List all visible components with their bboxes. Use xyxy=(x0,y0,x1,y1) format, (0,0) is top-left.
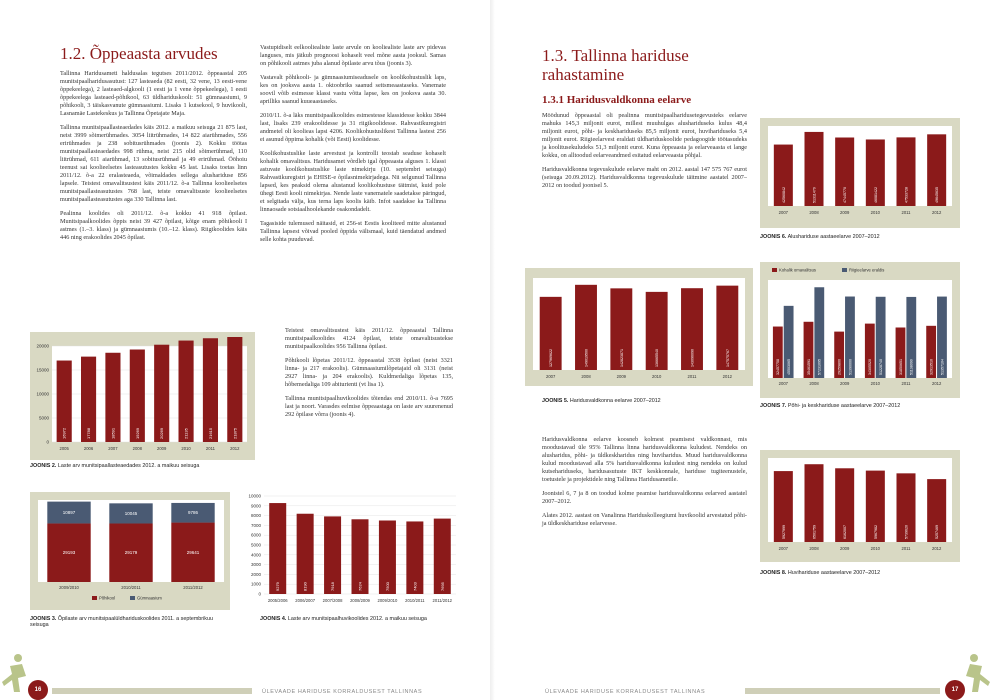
data-label: 17788 xyxy=(86,427,92,439)
y-tick-label: 9000 xyxy=(250,503,261,509)
y-tick-label: 4000 xyxy=(250,552,261,558)
left-column-2 xyxy=(260,44,446,250)
paragraph: Tallinna Haridusameti haldusalas tegutses 2011/2012. õppeaastal 205 munitsipaalharidusasutust: 127 lasteaeda (82 eesti, 32 vene, 13 eesti-vene õppekeelega), 2 lasteaed-algkooli (1 eesti ja 1 vene õppekeelega), 1 eesti õppekeelega lasteaed-põhikool, 63 üldhariduskooli: 51 gümnaasiumi, 9 põhikooli, 3 täiskasvanute gümnaasiumi. Lisaks 1 kutsekool, 9 huvikooli, Lasnamäe Lastekeskus ja Tallinna Õpetajate Maja. xyxy=(60,70,247,117)
paragraph: Tagasiside tulemused näitasid, et 256-st Eestis kooliteed mitte alustanud Tallinna lapsest võivad pooled õppida välismaal, kuid täendatud andmed selle kohta puuduvad. xyxy=(260,220,446,243)
x-tick-label: 2008/2009 xyxy=(350,598,370,603)
x-tick-label: 2008 xyxy=(581,374,591,379)
data-label: 29193 xyxy=(62,550,76,556)
data-label: 5739620 xyxy=(904,525,909,539)
right-column-bottom xyxy=(542,436,747,534)
data-label: 142823871 xyxy=(619,349,624,367)
data-label: 21615 xyxy=(207,427,213,439)
x-tick-label: 2011 xyxy=(205,446,215,451)
paragraph: Vastavalt põhikooli- ja gümnaasiumiseadusele on koolikohustuslik laps, kes on jooksva aasta 1. oktoobriks saanud seitsmeaastaseks. Vanemate soovil võib esimesse klassi vastu võtta lapse, kes on jooksva aasta 30. aprilliks saanud kuueaastaseks. xyxy=(260,74,446,105)
caption-text: Õpilaste arv munitsipaalüldhariduskoolides 2011. a septembrikuu seisuga xyxy=(30,616,213,628)
data-label: 6501759 xyxy=(812,525,817,539)
chart-joonis4-panel xyxy=(238,488,463,610)
y-tick-label: 0 xyxy=(258,591,261,597)
y-tick-label: 15000 xyxy=(36,367,49,373)
data-label: 45503065 xyxy=(786,359,791,375)
right-page xyxy=(495,0,990,700)
legend-swatch xyxy=(772,268,777,272)
footer-title: ÜLEVAADE HARIDUSE KORRALDUSEST TALLINNAS xyxy=(545,689,706,695)
data-label: 46081422 xyxy=(873,187,878,203)
data-label: 10045 xyxy=(124,510,138,516)
y-tick-label: 2000 xyxy=(250,571,261,577)
footer xyxy=(0,662,495,700)
x-tick-label: 2010 xyxy=(870,546,880,551)
data-label: 8190 xyxy=(302,582,308,591)
chart-joonis8 xyxy=(760,450,960,562)
footer xyxy=(495,662,990,700)
paragraph: Koolikohustuslike laste arvestust ja kontrolli teostab seaduse kohaselt kohalik omavalitsus. Haridusamet võrdleb igal õppeaasta alguses 1. klassi astuvate koolikohustuslike laste nimekirju (10. septembri seisuga) Rahvastikuregistri ja EHISE-e õpilasnimekirjadega. Nii selgunud Tallinna lapsed, kes peaksid olema alustanud koolikohustuse täitmist, kuid pole ühegi Eesti kooli nimekirjas. Nende laste vanematele saadetakse päringud, et selgitada välja, kus terna laps koolis käib. Infot saadakse ka Tallinna linnaosade sotsiaalhoolekande osakondadelt. xyxy=(260,150,446,213)
data-label: 16972 xyxy=(61,427,67,439)
chart-joonis5-panel xyxy=(525,268,753,386)
page-number: 17 xyxy=(945,680,965,700)
x-tick-label: 2010 xyxy=(181,446,191,451)
data-label: 7695 xyxy=(439,582,445,591)
section-title: 1.2. Õppeaasta arvudes xyxy=(60,44,218,63)
data-label: 7918 xyxy=(330,582,336,591)
chart-joonis4 xyxy=(238,488,463,610)
data-label: 51390000 xyxy=(848,359,853,375)
data-label: 49645635 xyxy=(935,187,940,203)
paragraph: Joonistel 6, 7 ja 8 on toodud kolme peamise haridusvaldkonna eelarved aastatel 2007–2012. xyxy=(542,490,747,505)
x-tick-label: 2011/2012 xyxy=(432,598,453,603)
legend-label: Riigieelarve eraldis xyxy=(849,267,885,273)
caption-text: Haridusvaldkonna eelarve 2007–2012 xyxy=(569,398,661,404)
paragraph: Alates 2012. aastast on Vanalinna Hariduskolleegiumi huvikoolid arvestatud põhi- ja üldkeskhariduse eelarvesse. xyxy=(542,512,747,527)
bar xyxy=(203,338,218,442)
x-tick-label: 2009 xyxy=(840,381,850,386)
bar xyxy=(179,341,194,442)
x-tick-label: 2011 xyxy=(901,381,911,386)
right-column-top xyxy=(542,112,747,196)
left-column-1 xyxy=(60,70,247,248)
paragraph: Haridusvaldkonna tegevuskulude eelarve maht on 2012. aastal 147 575 767 eurot (seisuga 20.09.2012). Haridusvaldkonna tegevuskulude täitmine aastatel 2007–2012 on toodud joonisel 5. xyxy=(542,166,747,189)
data-label: 32457758 xyxy=(776,359,781,375)
plot-area xyxy=(768,280,952,378)
page-number: 16 xyxy=(28,680,48,700)
x-tick-label: 2009/2010 xyxy=(59,585,79,590)
caption-text: Laste arv munitsipaallasteaedades 2012. a maikuu seisuga xyxy=(57,463,200,469)
data-label: 42560842 xyxy=(781,187,786,203)
data-label: 9786 xyxy=(187,510,199,516)
chart-joonis2-panel xyxy=(30,332,255,460)
data-label: 29259800 xyxy=(837,359,842,375)
chart-joonis6-panel xyxy=(760,118,960,228)
x-tick-label: 2009 xyxy=(840,546,850,551)
y-tick-label: 5000 xyxy=(250,542,261,548)
data-label: 47445770 xyxy=(843,187,848,203)
x-tick-label: 2008 xyxy=(809,546,819,551)
chart-joonis7-panel xyxy=(760,262,960,398)
data-label: 19269 xyxy=(134,427,140,439)
subsection-title: 1.3.1 Haridusvaldkonna eelarve xyxy=(542,94,692,106)
x-tick-label: 2010 xyxy=(652,374,662,379)
y-tick-label: 1000 xyxy=(250,581,261,587)
caption-label: JOONIS 3. xyxy=(30,616,57,622)
x-tick-label: 2007 xyxy=(778,210,788,215)
x-tick-label: 2012 xyxy=(230,446,240,451)
data-label: 21135 xyxy=(183,428,189,439)
data-label: 29179 xyxy=(124,550,138,556)
caption-text: Huvihariduse aastaeelarve 2007–2012 xyxy=(787,570,881,576)
data-label: 32913510 xyxy=(929,359,934,375)
data-label: 57231095 xyxy=(817,359,822,375)
data-label: 147575767 xyxy=(725,349,730,367)
data-label: 21875 xyxy=(232,427,238,439)
data-label: 7403 xyxy=(412,582,418,591)
data-label: 6162007 xyxy=(843,525,848,539)
data-label: 5927999 xyxy=(781,525,786,539)
figure-caption xyxy=(760,570,960,576)
paragraph: 2010/11. õ-a läks munitsipaalkoolides esimestesse klassidesse kokku 3844 last, lisaks 239 erakoolidesse ja 31 riigikoolidesse. Rahvastikuregistri andmetel oli koolieas lapsi 4206. Koolikohustuslikest Tallinna lastest 256 ei asunud õppima kohalik (või Eesti) koolidesse. xyxy=(260,112,446,143)
y-tick-label: 8000 xyxy=(250,513,261,519)
y-tick-label: 20000 xyxy=(36,343,49,349)
bar xyxy=(269,503,286,594)
section-title: 1.3. Tallinna hariduse rahastamine xyxy=(542,46,689,84)
x-tick-label: 2012 xyxy=(722,374,732,379)
chart-joonis8-panel xyxy=(760,450,960,562)
x-tick-label: 2007 xyxy=(778,381,788,386)
figure-caption xyxy=(30,616,230,628)
legend-swatch xyxy=(842,268,847,272)
legend-label: Kohalik omavalitsus xyxy=(779,267,817,273)
x-tick-label: 2011 xyxy=(901,210,911,215)
x-tick-label: 2011 xyxy=(901,546,911,551)
data-label: 143096090 xyxy=(690,349,695,367)
x-tick-label: 2010 xyxy=(870,381,880,386)
y-tick-label: 10000 xyxy=(36,391,49,397)
data-label: 51311470 xyxy=(812,187,817,203)
paragraph: Vastupidiselt eelkooliealiste laste arvule on kooliealiste laste arv pidevas languses, mis jätkub prognoosi kohaselt veel mõne aasta jooksul. Samas on põhikooli astmes juba alanud õpilaste arvu tõus (joonis 3). xyxy=(260,44,446,67)
x-tick-label: 2008 xyxy=(132,446,142,451)
caption-label: JOONIS 8. xyxy=(760,570,787,576)
y-tick-label: 0 xyxy=(46,439,49,445)
x-tick-label: 2009 xyxy=(157,446,167,451)
legend-label: Gümnaasium xyxy=(137,595,162,601)
caption-label: JOONIS 2. xyxy=(30,463,57,469)
caption-label: JOONIS 7. xyxy=(760,403,787,409)
figure-caption xyxy=(542,398,742,404)
left-column-2b xyxy=(285,327,453,425)
data-label: 127969622 xyxy=(549,349,554,367)
data-label: 7624 xyxy=(357,582,363,591)
chart-joonis3-panel xyxy=(30,492,230,610)
y-tick-label: 3000 xyxy=(250,562,261,568)
x-tick-label: 2005/2006 xyxy=(267,598,288,603)
bar xyxy=(227,337,242,442)
bar xyxy=(154,345,169,442)
x-tick-label: 2009 xyxy=(840,210,850,215)
x-tick-label: 2012 xyxy=(932,381,942,386)
legend-swatch xyxy=(130,596,135,600)
data-label: 149019500 xyxy=(584,349,589,367)
chart-joonis5 xyxy=(525,268,753,386)
footer-title: ÜLEVAADE HARIDUSE KORRALDUSEST TALLINNAS xyxy=(262,689,423,695)
x-tick-label: 2009 xyxy=(616,374,626,379)
figure-caption xyxy=(760,234,960,240)
data-label: 10897 xyxy=(62,510,76,516)
caption-label: JOONIS 4. xyxy=(260,616,287,622)
figure-caption xyxy=(30,463,270,469)
paragraph: Möödunud õppeaastal oli pealinna munitsipaalharidusetegevusteks eelarve mahuks 145,3 miljonit eurot, millest muuhulgas alushariduseks kulus 48,4 miljonit eurot, põhi- ja keskhariduseks 85,5 miljonit eurot, huvihariduseks 5,4 miljonit eurot. Riigieelarvest eraldati üldhariduskoolide pedagoogide töötasudeks ja koolitusekuludeks 51,3 miljonit eurot. Kuna õppeaasta ja eelarveaasta ei lange kokku, on alltoodud eelarveandmed esitatud eelarveaasta põhjal. xyxy=(542,112,747,159)
x-tick-label: 2010/2011 xyxy=(121,585,141,590)
x-tick-label: 2009/2010 xyxy=(377,598,398,603)
runner-icon xyxy=(960,652,990,696)
data-label: 5257469 xyxy=(935,525,940,539)
x-tick-label: 2005 xyxy=(59,446,69,451)
data-label: 18591 xyxy=(110,427,116,439)
x-tick-label: 2012 xyxy=(932,546,942,551)
data-label: 34305520 xyxy=(868,359,873,375)
footer-bar xyxy=(745,688,940,694)
caption-text: Laste arv munitsipaalhuvikoolides 2012. a maikuu seisuga xyxy=(287,616,427,622)
caption-text: Põhi- ja keskhariduse aastaeelarve 2007–2012 xyxy=(787,403,901,409)
caption-label: JOONIS 5. xyxy=(542,398,569,404)
plot-area xyxy=(533,278,745,370)
x-tick-label: 2011/2012 xyxy=(183,585,203,590)
paragraph: Põhikooli lõpetas 2011/12. õppeaastal 3538 õpilast (neist 3321 linna- ja 217 erakoolis). Gümnaasiumilõpetajaid oli 3131 (neist 2927 linna- ja 204 erakoolis). Kuldmedaliga lõpetas 135, hõbemedaliga 109 abiturienti (vt lisa 1). xyxy=(285,357,453,388)
data-label: 20269 xyxy=(159,427,165,439)
data-label: 5967982 xyxy=(873,525,878,539)
x-tick-label: 2012 xyxy=(932,210,942,215)
data-label: 31850651 xyxy=(898,359,903,375)
figure-caption xyxy=(260,616,480,622)
plot-area xyxy=(768,126,952,206)
x-tick-label: 2007/2008 xyxy=(322,598,343,603)
data-label: 9279 xyxy=(275,582,281,591)
chart-joonis3 xyxy=(30,492,230,610)
y-tick-label: 5000 xyxy=(38,415,49,421)
caption-text: Alushariduse aastaeelarve 2007–2012 xyxy=(787,234,880,240)
x-tick-label: 2006 xyxy=(83,446,94,451)
x-tick-label: 2010/2011 xyxy=(405,598,425,603)
chart-joonis7 xyxy=(760,262,960,398)
y-tick-label: 7000 xyxy=(250,522,261,528)
data-label: 136665540 xyxy=(655,349,660,367)
y-tick-label: 10000 xyxy=(248,493,261,499)
x-tick-label: 2007 xyxy=(108,446,118,451)
y-tick-label: 6000 xyxy=(250,532,261,538)
x-tick-label: 2008 xyxy=(809,210,819,215)
data-label: 51228740 xyxy=(878,359,883,375)
x-tick-label: 2006/2007 xyxy=(295,598,316,603)
x-tick-label: 2007 xyxy=(546,374,556,379)
data-label: 7500 xyxy=(384,582,390,591)
paragraph: Tallinna munitsipaallasteaedades käis 2012. a maikuu seisuga 21 875 last, neist 3999 sõimerühmades. 3054 liitrühmades, 14 822 aiarühmades, 556 erirühmades ja 238 sobitusrühmades (joonis 2). Kokku töötas munitsipaallasteaedades 998 rühma, neist 215 olid sõimerühmad, 110 liitrühmad, 611 aiarühmad, 13 sobitusrühmad ja 49 erirühmad. Ööhoiu teenust sai koolieelsetes lasteasutustes kokku 45 last. Lisaks toetas linn 2011/12. õ-a 22 eralasteaeda, võimaldades sellega alushariduse 856 lapsele. Teistest omavalitsustest käis 2011/12. õ-a Tallinna koolieelsetes munitsipaallasteasutustes 768 last, teiste omavalitsuste koolieelsetes munitsipaallasteasutustes aga 330 Tallinna last. xyxy=(60,124,247,203)
legend-label: Põhikool xyxy=(99,595,116,601)
data-label: 51138090 xyxy=(909,359,914,375)
figure-caption xyxy=(760,403,970,409)
data-label: 47533728 xyxy=(904,187,909,203)
x-tick-label: 2011 xyxy=(687,374,697,379)
chart-joonis6 xyxy=(760,118,960,228)
legend-swatch xyxy=(92,596,97,600)
plot-area xyxy=(768,458,952,542)
footer-bar xyxy=(52,688,252,694)
data-label: 29641 xyxy=(186,549,200,555)
bar xyxy=(297,514,314,594)
paragraph: Tallinna munitsipaalhuvikoolides tõiendas end 2010/11. õ-a 7695 last ja noort. Varasdes eelmise õppeaastaga on laste arv suurenenud 292 õpilase võrra (joonis 4). xyxy=(285,395,453,418)
data-label: 51357104 xyxy=(940,359,945,375)
paragraph: Teistest omavalitsustest käis 2011/12. õppeaastal Tallinna munitsipaalkoolides 4124 õpilast, teiste omavalitsustekse munitsipaalkoolides 956 Tallinna õpilast. xyxy=(285,327,453,350)
x-tick-label: 2008 xyxy=(809,381,819,386)
paragraph: Haridusvaldkonna eelarve koosneb kolmest peamisest valdkonnast, mis moodustavad üle 95% Tallinna linna haridusvaldkonna kuludest. Nendeks on alusharidus, põhi- ja üldkeskharidus ning huviharidus. Muud haridusvaldkonna kulud moodustavad alla 5% haridusvaldkonna kuludest ning nendeks on kulud kutsehariduseks, haridusasutuste IKT keskkonnale, hariduse tugiteenustele, toetustele ja projektidele ning Tallinna Haridusametile. xyxy=(542,436,747,483)
data-label: 35461591 xyxy=(806,359,811,375)
x-tick-label: 2007 xyxy=(778,546,788,551)
x-tick-label: 2010 xyxy=(870,210,880,215)
paragraph: Pealinna koolides oli 2011/12. õ-a kokku 41 918 õpilast. Munitsipaalkoolides õppis neist 39 427 õpilast, kõige enam põhikooli I astmes (1.–3. klass) ja gümnaasiumis (10.–12. klass). Riigikoolides käis 446 ning erakoolides 2045 õpilast. xyxy=(60,210,247,241)
caption-label: JOONIS 6. xyxy=(760,234,787,240)
chart-joonis2 xyxy=(30,332,255,460)
